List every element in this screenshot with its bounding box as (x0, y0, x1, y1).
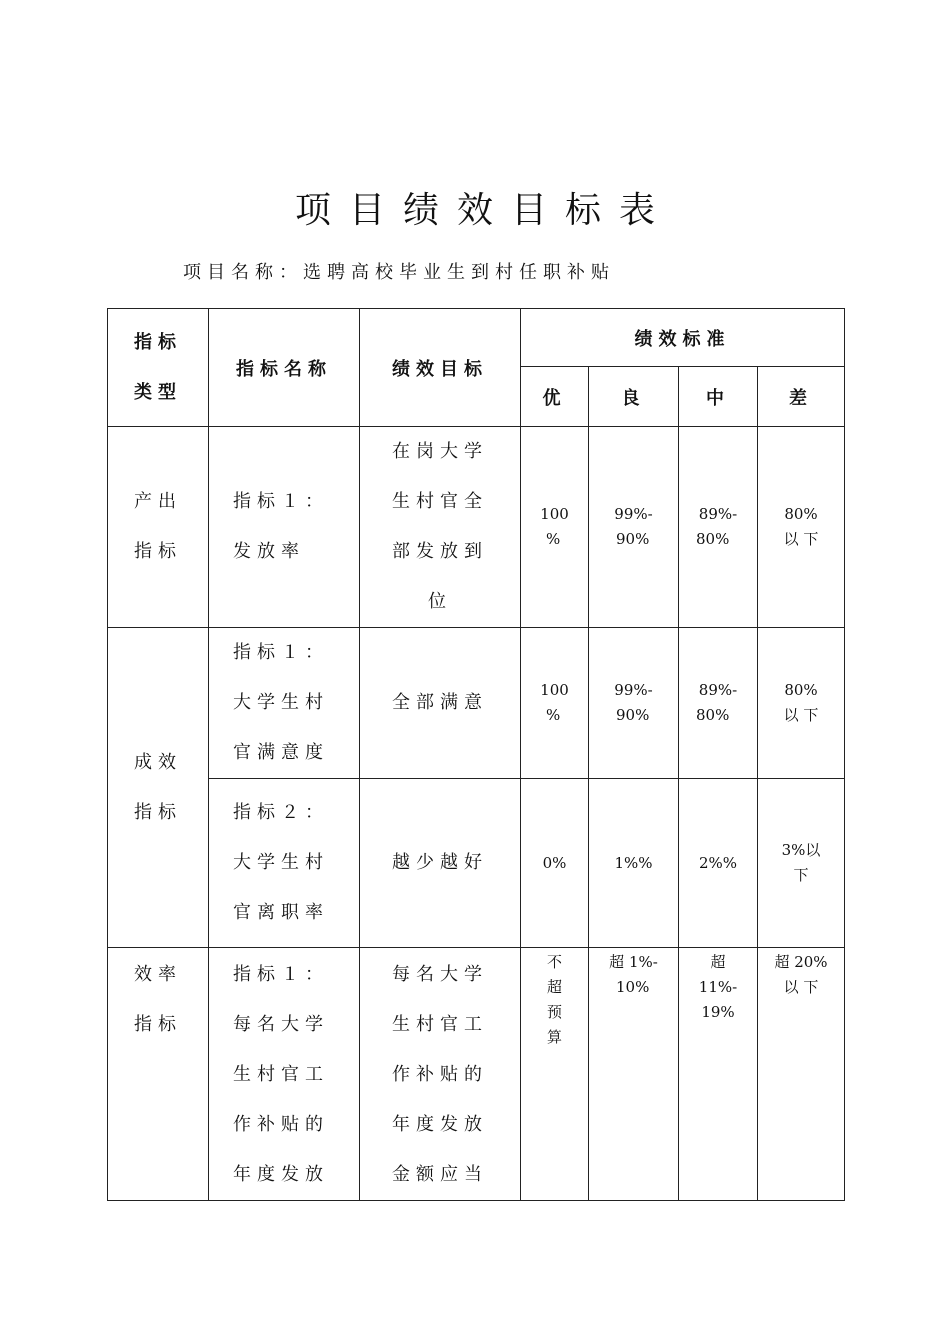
cell-you (521, 628, 589, 779)
table-row (108, 628, 845, 779)
cell-goal (360, 628, 521, 779)
cell-line: 80% (696, 530, 730, 548)
header-type-line: 指标 (134, 331, 182, 353)
cell-line: 指标１： (233, 491, 329, 512)
cell-line: 在岗大学 (392, 441, 488, 462)
cell-name (209, 628, 360, 779)
cell-line: 大学生村 (233, 692, 329, 713)
cell-line: 产出 (134, 491, 182, 512)
cell-line: 80% (784, 681, 818, 699)
cell-cha (758, 427, 845, 628)
cell-line: 指标２： (233, 802, 329, 823)
cell-liang (589, 948, 679, 1201)
cell-zhong (679, 948, 758, 1201)
header-row (108, 309, 845, 367)
cell-line: 2%% (698, 853, 738, 872)
header-name: 指标名称 (209, 309, 360, 427)
cell-type (108, 628, 209, 948)
header-liang: 良 (589, 367, 679, 427)
cell-you (521, 779, 589, 948)
cell-goal (360, 427, 521, 628)
cell-line: 超 (546, 978, 562, 996)
cell-line: 指标１： (233, 964, 329, 985)
cell-line: 金额应当 (392, 1164, 488, 1185)
cell-line: % (546, 706, 561, 724)
header-type-line: 类型 (134, 381, 182, 403)
cell-line: 3%以 (781, 841, 821, 859)
cell-line: 算 (546, 1028, 562, 1046)
cell-line: 位 (428, 591, 452, 612)
project-name: 项目名称：选聘高校毕业生到村任职补贴 (183, 262, 615, 283)
cell-line: 指标 (134, 801, 182, 823)
cell-line: 每名大学 (233, 1014, 329, 1035)
cell-line: 不 (546, 953, 562, 971)
cell-line: 全部满意 (392, 692, 488, 713)
cell-zhong (679, 427, 758, 628)
cell-line: 以 下 (783, 978, 819, 996)
header-zhong: 中 (679, 367, 758, 427)
cell-line: 19% (701, 1003, 735, 1021)
cell-line: 生村官全 (392, 491, 488, 512)
cell-line: 10% (616, 978, 650, 996)
cell-liang (589, 427, 679, 628)
table-row (108, 948, 845, 1201)
table-row (108, 427, 845, 628)
cell-line: 以 下 (783, 706, 819, 724)
cell-line: 发放率 (233, 541, 305, 562)
cell-line: 80% (696, 706, 730, 724)
cell-line: 生村官工 (233, 1064, 329, 1085)
cell-line: 99%- (614, 681, 653, 699)
cell-line: % (546, 530, 561, 548)
cell-liang (589, 779, 679, 948)
cell-you (521, 948, 589, 1201)
cell-line: 官离职率 (233, 902, 329, 923)
cell-line: 越少越好 (392, 852, 488, 873)
cell-line: 指标１： (233, 642, 329, 663)
cell-goal (360, 948, 521, 1201)
cell-line: 官满意度 (233, 742, 329, 763)
cell-line: 效率 (134, 964, 182, 985)
cell-line: 部发放到 (392, 541, 488, 562)
cell-line: 每名大学 (392, 964, 488, 985)
cell-line: 超 1%- (609, 953, 658, 971)
cell-line: 作补贴的 (392, 1064, 488, 1085)
header-type (108, 309, 209, 427)
cell-line: 预 (546, 1003, 562, 1021)
cell-zhong (679, 628, 758, 779)
cell-type (108, 427, 209, 628)
cell-goal (360, 779, 521, 948)
cell-name (209, 427, 360, 628)
cell-type (108, 948, 209, 1201)
cell-line: 下 (793, 866, 809, 884)
cell-line: 作补贴的 (233, 1114, 329, 1135)
performance-table (107, 308, 845, 1201)
cell-you (521, 427, 589, 628)
header-standard: 绩效标准 (521, 309, 845, 367)
header-cha: 差 (758, 367, 845, 427)
cell-line: 100 (540, 505, 569, 523)
page-title: 项目绩效目标表 (294, 190, 673, 231)
cell-line: 80% (784, 505, 818, 523)
cell-line: 成效 (134, 751, 182, 773)
cell-cha (758, 779, 845, 948)
cell-line: 11%- (698, 978, 738, 996)
cell-name (209, 779, 360, 948)
cell-zhong (679, 779, 758, 948)
cell-line: 超 20% (774, 953, 828, 971)
cell-line: 100 (540, 681, 569, 699)
cell-cha (758, 948, 845, 1201)
cell-line: 以 下 (783, 530, 819, 548)
cell-line: 89%- (698, 681, 738, 699)
header-goal: 绩效目标 (360, 309, 521, 427)
cell-line: 超 (710, 953, 726, 971)
cell-line: 1%% (614, 853, 653, 872)
cell-line: 89%- (698, 505, 738, 523)
cell-line: 指标 (134, 541, 182, 562)
cell-line: 90% (616, 706, 650, 724)
cell-liang (589, 628, 679, 779)
cell-line: 指标 (134, 1014, 182, 1035)
header-you: 优 (521, 367, 589, 427)
cell-line: 99%- (614, 505, 653, 523)
cell-line: 年度发放 (392, 1114, 488, 1135)
cell-line: 大学生村 (233, 852, 329, 873)
cell-name (209, 948, 360, 1201)
cell-line: 年度发放 (233, 1164, 329, 1185)
cell-line: 0% (542, 853, 567, 872)
table-row (108, 779, 845, 948)
cell-line: 生村官工 (392, 1014, 488, 1035)
cell-cha (758, 628, 845, 779)
cell-line: 90% (616, 530, 650, 548)
